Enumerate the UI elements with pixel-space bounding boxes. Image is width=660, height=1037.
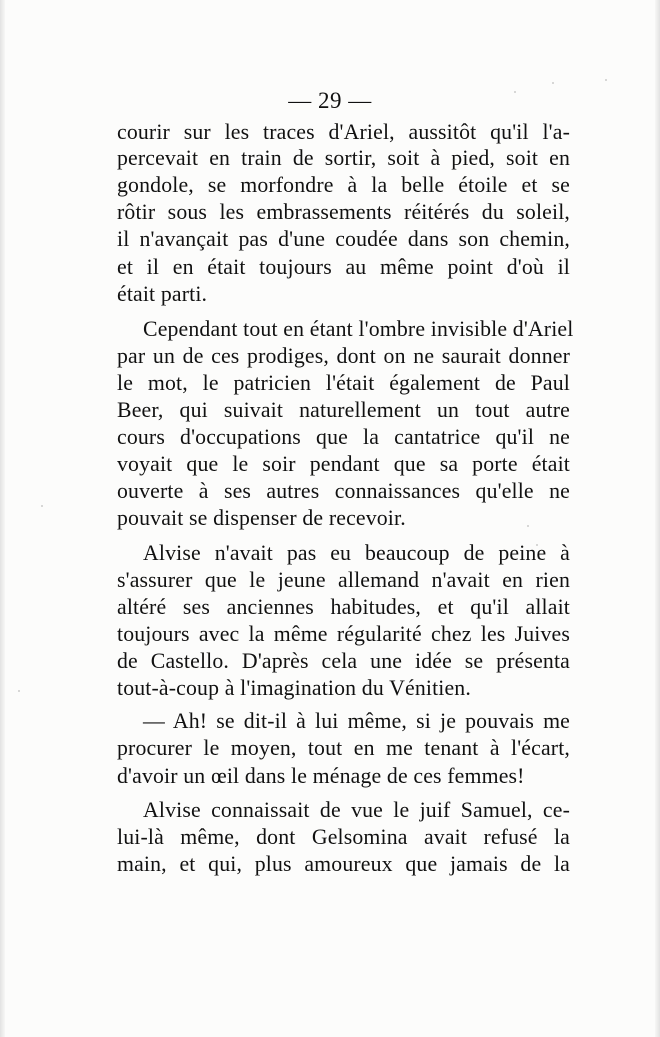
text-line: rôtir sous les embrassements réitérés du soleil, (117, 200, 570, 224)
text-line: et il en était toujours au même point d'où il (117, 255, 570, 279)
text-line: toujours avec la même régularité chez les Juives (117, 622, 570, 646)
left-page-edge (0, 0, 5, 1037)
paper-speck (41, 505, 43, 507)
paper-speck (552, 82, 554, 84)
paper-speck (18, 690, 20, 692)
text-line: cours d'occupations que la cantatrice qu'il ne (117, 425, 570, 449)
text-line: de Castello. D'après cela une idée se présenta (117, 649, 570, 673)
text-line: pouvait se dispenser de recevoir. (117, 506, 406, 530)
text-line: voyait que le soir pendant que sa porte était (117, 452, 570, 476)
text-line: s'assurer que le jeune allemand n'avait en rien (117, 568, 570, 592)
text-line: procurer le moyen, tout en me tenant à l'écart, (117, 736, 570, 760)
text-line: par un de ces prodiges, dont on ne saurait donner (117, 344, 570, 368)
text-line: Beer, qui suivait naturellement un tout autre (117, 398, 570, 422)
text-line: lui-là même, dont Gelsomina avait refusé la (117, 825, 570, 849)
right-page-edge (655, 0, 660, 1037)
paper-speck (605, 79, 607, 81)
text-line: main, et qui, plus amoureux que jamais de la (117, 852, 570, 876)
text-line: Cependant tout en étant l'ombre invisible d'Ariel (143, 317, 574, 341)
text-line: il n'avançait pas d'une coudée dans son chemin, (117, 227, 570, 251)
text-line: altéré ses anciennes habitudes, et qu'il allait (117, 595, 570, 619)
text-line: tout-à-coup à l'imagination du Vénitien. (117, 676, 471, 700)
text-line: — Ah! se dit-il à lui même, si je pouvais me (143, 709, 570, 733)
text-line: percevait en train de sortir, soit à pied, soit en (117, 146, 570, 170)
text-line: Alvise connaissait de vue le juif Samuel, ce- (143, 798, 570, 822)
page-number: — 29 — (288, 88, 372, 113)
text-line: d'avoir un œil dans le ménage de ces femmes! (117, 764, 525, 788)
text-line: gondole, se morfondre à la belle étoile et se (117, 173, 570, 197)
text-line: le mot, le patricien l'était également de Paul (117, 371, 570, 395)
text-line: Alvise n'avait pas eu beaucoup de peine à (143, 541, 570, 565)
text-line: était parti. (117, 282, 208, 306)
text-line: courir sur les traces d'Ariel, aussitôt qu'il l'a- (117, 120, 570, 144)
text-line: ouverte à ses autres connaissances qu'elle ne (117, 479, 570, 503)
